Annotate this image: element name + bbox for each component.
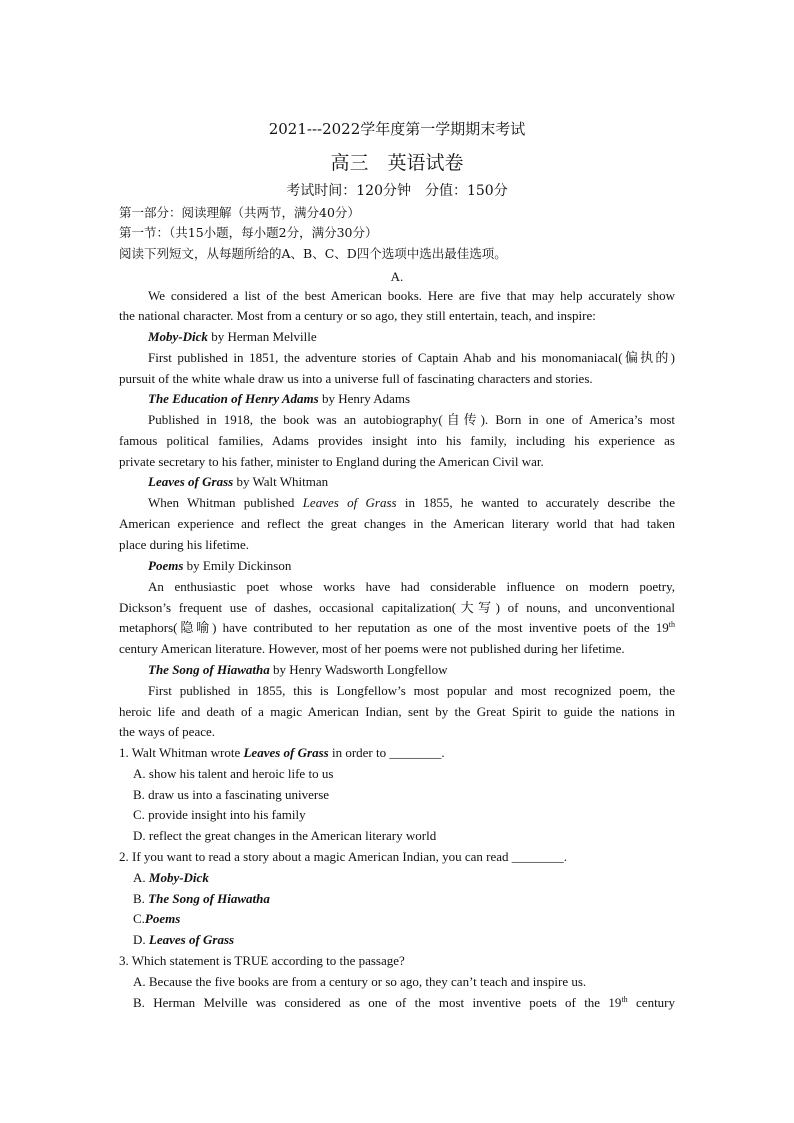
instruction-text: 阅读下列短文，从每题所给的A、B、C、D四个选项中选出最佳选项。 (119, 246, 507, 261)
option-b (133, 891, 675, 907)
part-heading: 第一部分：阅读理解（共两节，满分40分） (119, 205, 360, 220)
superscript: th (621, 995, 628, 1004)
italic-title: Leaves of Grass (302, 495, 397, 510)
book-desc-line: private secretary to his father, minister to England during the American Civil war. (119, 454, 544, 469)
option-text: Poems (144, 911, 181, 926)
question-1 (119, 745, 675, 761)
option-letter: A. (133, 870, 149, 885)
question-3: 3. Which statement is TRUE according to the passage? (119, 953, 405, 968)
book-heading (148, 474, 675, 490)
book-title: Leaves of Grass (148, 474, 234, 489)
question-2: 2. If you want to read a story about a magic American Indian, you can read ________. (119, 849, 567, 864)
option-a: A. show his talent and heroic life to us (133, 766, 334, 781)
exam-info: 考试时间：120分钟 分值：150分 (286, 183, 508, 199)
option-letter: B. (133, 891, 149, 906)
book-desc-line: Dickson’s frequent use of dashes, occasional capitalization(大写) of nouns, and unconventional (119, 600, 675, 615)
book-desc-line (119, 620, 675, 636)
book-desc-line: heroic life and death of a magic American Indian, sent by the Great Spirit to guide the nations in (119, 704, 675, 719)
book-author: by Emily Dickinson (183, 558, 292, 573)
book-heading (148, 662, 675, 678)
subsection-heading: 第一节：（共15小题，每小题2分，满分30分） (119, 225, 378, 240)
option-text: The Song of Hiawatha (148, 891, 270, 906)
book-desc-line: American experience and reflect the great changes in the American literary world that had taken (119, 516, 675, 531)
book-heading (148, 329, 675, 345)
passage-label: A. (390, 269, 404, 284)
book-author: by Walt Whitman (233, 474, 329, 489)
intro-line: We considered a list of the best American books. Here are five that may help accurately show (148, 288, 675, 303)
book-desc-line: famous political families, Adams provides insight into his family, including his experience as (119, 433, 675, 448)
book-desc-line: pursuit of the white whale draw us into a universe full of fascinating characters and stories. (119, 371, 593, 386)
option-text: Leaves of Grass (148, 932, 235, 947)
intro-line: the national character. Most from a century or so ago, they still entertain, teach, and inspire: (119, 308, 596, 323)
book-desc-line: Published in 1918, the book was an autobiography(自传). Born in one of America’s most (148, 412, 675, 427)
option-d (133, 932, 675, 948)
exam-subtitle: 高三 英语试卷 (330, 152, 464, 174)
option-c: C. provide insight into his family (133, 807, 306, 822)
book-title: Moby-Dick (148, 329, 208, 344)
text-run: in order to ________. (328, 745, 445, 760)
exam-title: 2021---2022学年度第一学期期末考试 (268, 120, 526, 138)
option-c (133, 911, 675, 927)
option-b (133, 995, 675, 1011)
book-heading (148, 391, 675, 407)
book-desc-line (148, 495, 675, 511)
book-author: by Henry Wadsworth Longfellow (269, 662, 448, 677)
option-b: B. draw us into a fascinating universe (133, 787, 330, 802)
option-d: D. reflect the great changes in the American literary world (133, 828, 437, 843)
option-a (133, 870, 675, 886)
book-desc-line: place during his lifetime. (119, 537, 249, 552)
book-title: The Song of Hiawatha (148, 662, 270, 677)
book-author: by Herman Melville (207, 329, 317, 344)
book-desc-line: the ways of peace. (119, 724, 216, 739)
book-desc-line: An enthusiastic poet whose works have had considerable influence on modern poetry, (148, 579, 675, 594)
book-desc-line: First published in 1855, this is Longfellow’s most popular and most recognized poem, the (148, 683, 675, 698)
text-run: metaphors(隐喻) have contributed to her reputation as one of the most inventive poets of the 19 (119, 620, 669, 635)
book-title: The Education of Henry Adams (148, 391, 319, 406)
option-letter: D. (133, 932, 149, 947)
option-a: A. Because the five books are from a century or so ago, they can’t teach and inspire us. (133, 974, 587, 989)
text-run: in 1855, he wanted to accurately describe the (396, 495, 675, 510)
superscript: th (668, 620, 675, 629)
italic-title: Leaves of Grass (243, 745, 329, 760)
option-letter: C. (133, 911, 145, 926)
text-run: B. Herman Melville was considered as one of the most inventive poets of the 19 (133, 995, 622, 1010)
text-run: When Whitman published (148, 495, 303, 510)
book-author: by Henry Adams (318, 391, 411, 406)
book-desc-line: century American literature. However, most of her poems were not published during her lifetime. (119, 641, 625, 656)
book-desc-line: First published in 1851, the adventure stories of Captain Ahab and his monomaniacal(偏执的) (148, 350, 675, 365)
text-run: century (627, 995, 676, 1010)
book-heading (148, 558, 675, 574)
text-run: 1. Walt Whitman wrote (119, 745, 244, 760)
book-title: Poems (148, 558, 184, 573)
option-text: Moby-Dick (148, 870, 209, 885)
